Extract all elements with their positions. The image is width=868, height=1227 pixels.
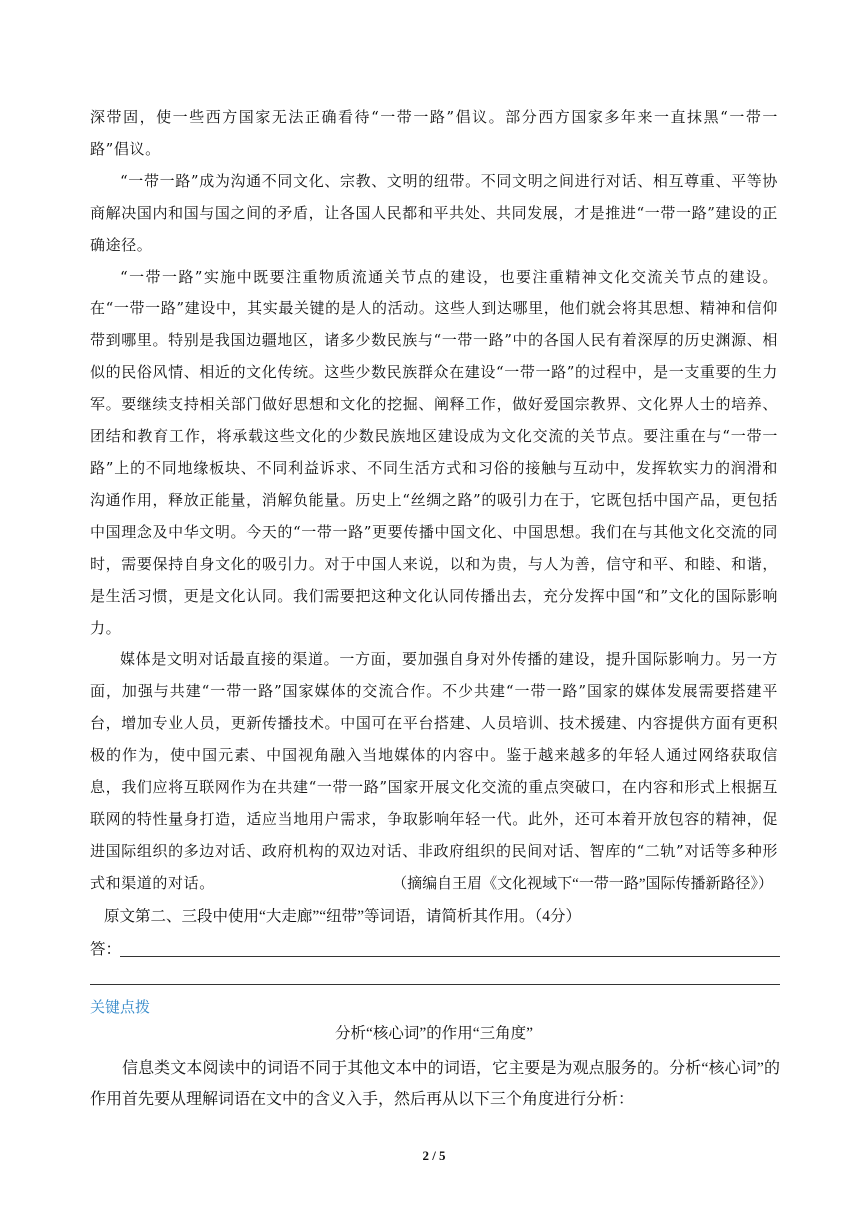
article-paragraph-1-continuation: 深带固，使一些西方国家无法正确看待“一带一路”倡议。部分西方国家多年来一直抹黑“一带一路”倡议。 (90, 108, 778, 158)
answer-area[interactable] (90, 938, 780, 962)
page-number: 2 / 5 (422, 1148, 446, 1163)
article-paragraph-2: “一带一路”成为沟通不同文化、宗教、文明的纽带。不同文明之间进行对话、相互尊重、平等协商解决国内和国与国之间的矛盾，让各国人民都和平共处、共同发展，才是推进“一带一路”建设的正确途径。 (90, 171, 778, 254)
answer-line (90, 984, 780, 985)
article-source-citation: （摘编自王眉《文化视域下“一带一路”国际传播新路径》） (392, 876, 773, 892)
analysis-body: 信息类文本阅读中的词语不同于其他文本中的词语，它主要是为观点服务的。分析“核心词”的作用首先要从理解词语在文中的含义入手，然后再从以下三个角度进行分析： (90, 1060, 780, 1108)
article-paragraph-4: 媒体是文明对话最直接的渠道。一方面，要加强自身对外传播的建设，提升国际影响力。另一方面，加强与共建“一带一路”国家媒体的交流合作。不少共建“一带一路”国家的媒体发展需要搭建平台，增加专业人员，更新传播技术。中国可在平台搭建、人员培训、技术援建、内容提供方面有更积极的作为，使中国元素、中国视角融入当地媒体的内容中。鉴于越来越多的年轻人通过网络获取信息，我们应将互联网作为在共建“一带一路”国家开展文化交流的重点突破口，在内容和形式上根据互联网的特性量身打造，适应当地用户需求，争取影响年轻一代。此外，还可本着开放包容的精神，促进国际组织的多边对话、政府机构的双边对话、非政府组织的民间对话、智库的“二轨”对话等多种形式和渠道的对话。 (90, 650, 778, 892)
answer-line (120, 956, 780, 957)
answer-label: 答： (90, 941, 122, 958)
tips-heading: 关键点拨 (90, 999, 151, 1016)
analysis-title: 分析“核心词”的作用“三角度” (334, 1025, 534, 1042)
question-text: 原文第二、三段中使用“大走廊”“纽带”等词语，请简析其作用。（4分） (103, 908, 581, 925)
article-paragraph-3: “一带一路”实施中既要注重物质流通关节点的建设，也要注重精神文化交流关节点的建设。在“一带一路”建设中，其实最关键的是人的活动。这些人到达哪里，他们就会将其思想、精神和信仰带到哪里。特别是我国边疆地区，诸多少数民族与“一带一路”中的各国人民有着深厚的历史渊源、相似的民俗风情、相近的文化传统。这些少数民族群众在建设“一带一路”的过程中，是一支重要的生力军。要继续支持相关部门做好思想和文化的挖掘、阐释工作，做好爱国宗教界、文化界人士的培养、团结和教育工作，将承载这些文化的少数民族地区建设成为文化交流的关节点。要注重在与“一带一路”上的不同地缘板块、不同利益诉求、不同生活方式和习俗的接触与互动中，发挥软实力的润滑和沟通作用，释放正能量，消解负能量。历史上“丝绸之路”的吸引力在于，它既包括中国产品，更包括中国理念及中华文明。今天的“一带一路”更要传播中国文化、中国思想。我们在与其他文化交流的同时，需要保持自身文化的吸引力。对于中国人来说，以和为贵，与人为善，信守和平、和睦、和谐，是生活习惯，更是文化认同。我们需要把这种文化认同传播出去，充分发挥中国“和”文化的国际影响力。 (90, 267, 778, 637)
article-body (90, 102, 778, 900)
